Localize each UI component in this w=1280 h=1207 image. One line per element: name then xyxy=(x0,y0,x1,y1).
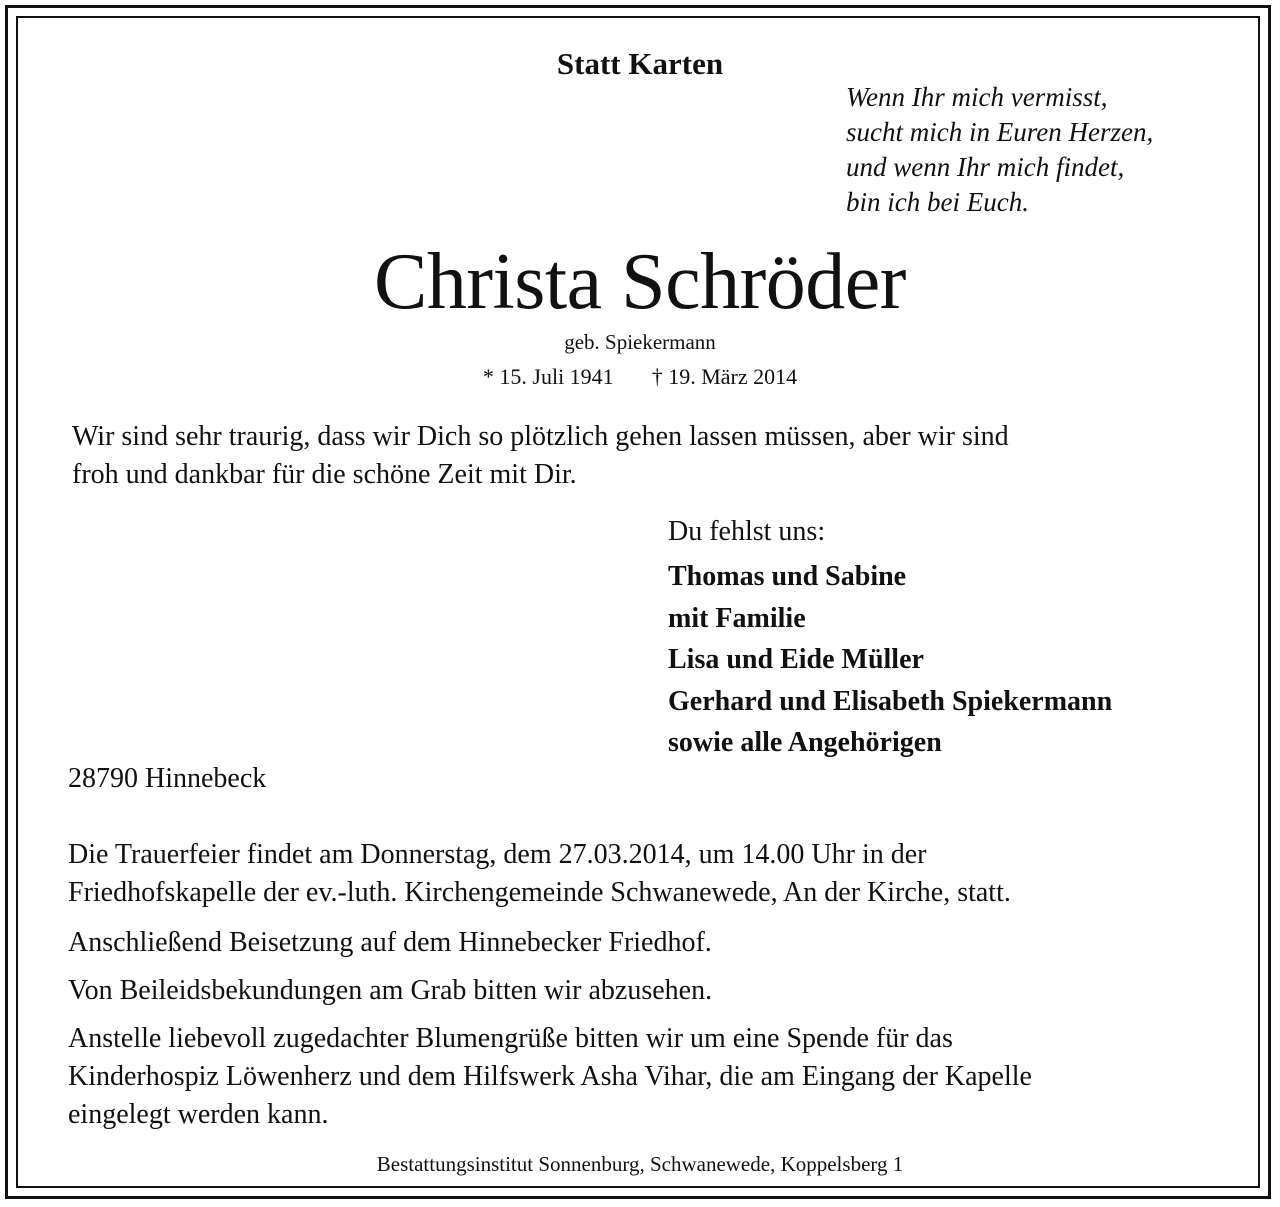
mourner-name: sowie alle Angehörigen xyxy=(668,727,942,758)
donation-line: eingelegt werden kann. xyxy=(68,1099,329,1130)
mourner-name: mit Familie xyxy=(668,602,806,634)
donation-info xyxy=(68,1020,1032,1134)
poem xyxy=(846,80,1153,220)
poem-line: Wenn Ihr mich vermisst, xyxy=(846,82,1108,112)
heading: Statt Karten xyxy=(556,46,724,81)
donation-line: Anstelle liebevoll zugedachter Blumengrüße bitten wir um eine Spende für das xyxy=(68,1023,953,1054)
poem-line: sucht mich in Euren Herzen, xyxy=(846,117,1154,147)
death-date: † 19. März 2014 xyxy=(651,364,798,389)
mourner-name: Thomas und Sabine xyxy=(668,561,907,592)
intro-line: froh und dankbar für die schöne Zeit mit Dir. xyxy=(72,459,577,490)
mourners-list xyxy=(668,512,1112,764)
service-info xyxy=(68,836,1011,912)
service-line: Friedhofskapelle der ev.-luth. Kirchengemeinde Schwanewede, An der Kirche, statt. xyxy=(68,877,1011,908)
donation-line: Kinderhospiz Löwenherz und dem Hilfswerk Asha Vihar, die am Eingang der Kapelle xyxy=(68,1061,1032,1092)
mourner-name: Lisa und Eide Müller xyxy=(668,644,924,675)
condolences-info: Von Beileidsbekundungen am Grab bitten wir abzusehen. xyxy=(68,975,713,1006)
mourner-name: Gerhard und Elisabeth Spiekermann xyxy=(668,685,1113,717)
poem-line: bin ich bei Euch. xyxy=(846,187,1029,217)
birth-date: * 15. Juli 1941 xyxy=(482,364,614,389)
burial-info: Anschließend Beisetzung auf dem Hinnebecker Friedhof. xyxy=(68,927,712,958)
poem-line: und wenn Ihr mich findet, xyxy=(846,152,1125,182)
service-line: Die Trauerfeier findet am Donnerstag, dem 27.03.2014, um 14.00 Uhr in der xyxy=(68,839,927,870)
deceased-name: Christa Schröder xyxy=(374,238,906,326)
birth-name: geb. Spiekermann xyxy=(564,330,716,354)
mourners-intro: Du fehlst uns: xyxy=(668,516,826,547)
life-dates xyxy=(0,362,1280,392)
place: 28790 Hinnebeck xyxy=(68,763,267,794)
funeral-home: Bestattungsinstitut Sonnenburg, Schwanewede, Koppelsberg 1 xyxy=(376,1152,904,1176)
intro-line: Wir sind sehr traurig, dass wir Dich so plötzlich gehen lassen müssen, aber wir sind xyxy=(72,421,1009,452)
intro-text xyxy=(72,418,1009,494)
